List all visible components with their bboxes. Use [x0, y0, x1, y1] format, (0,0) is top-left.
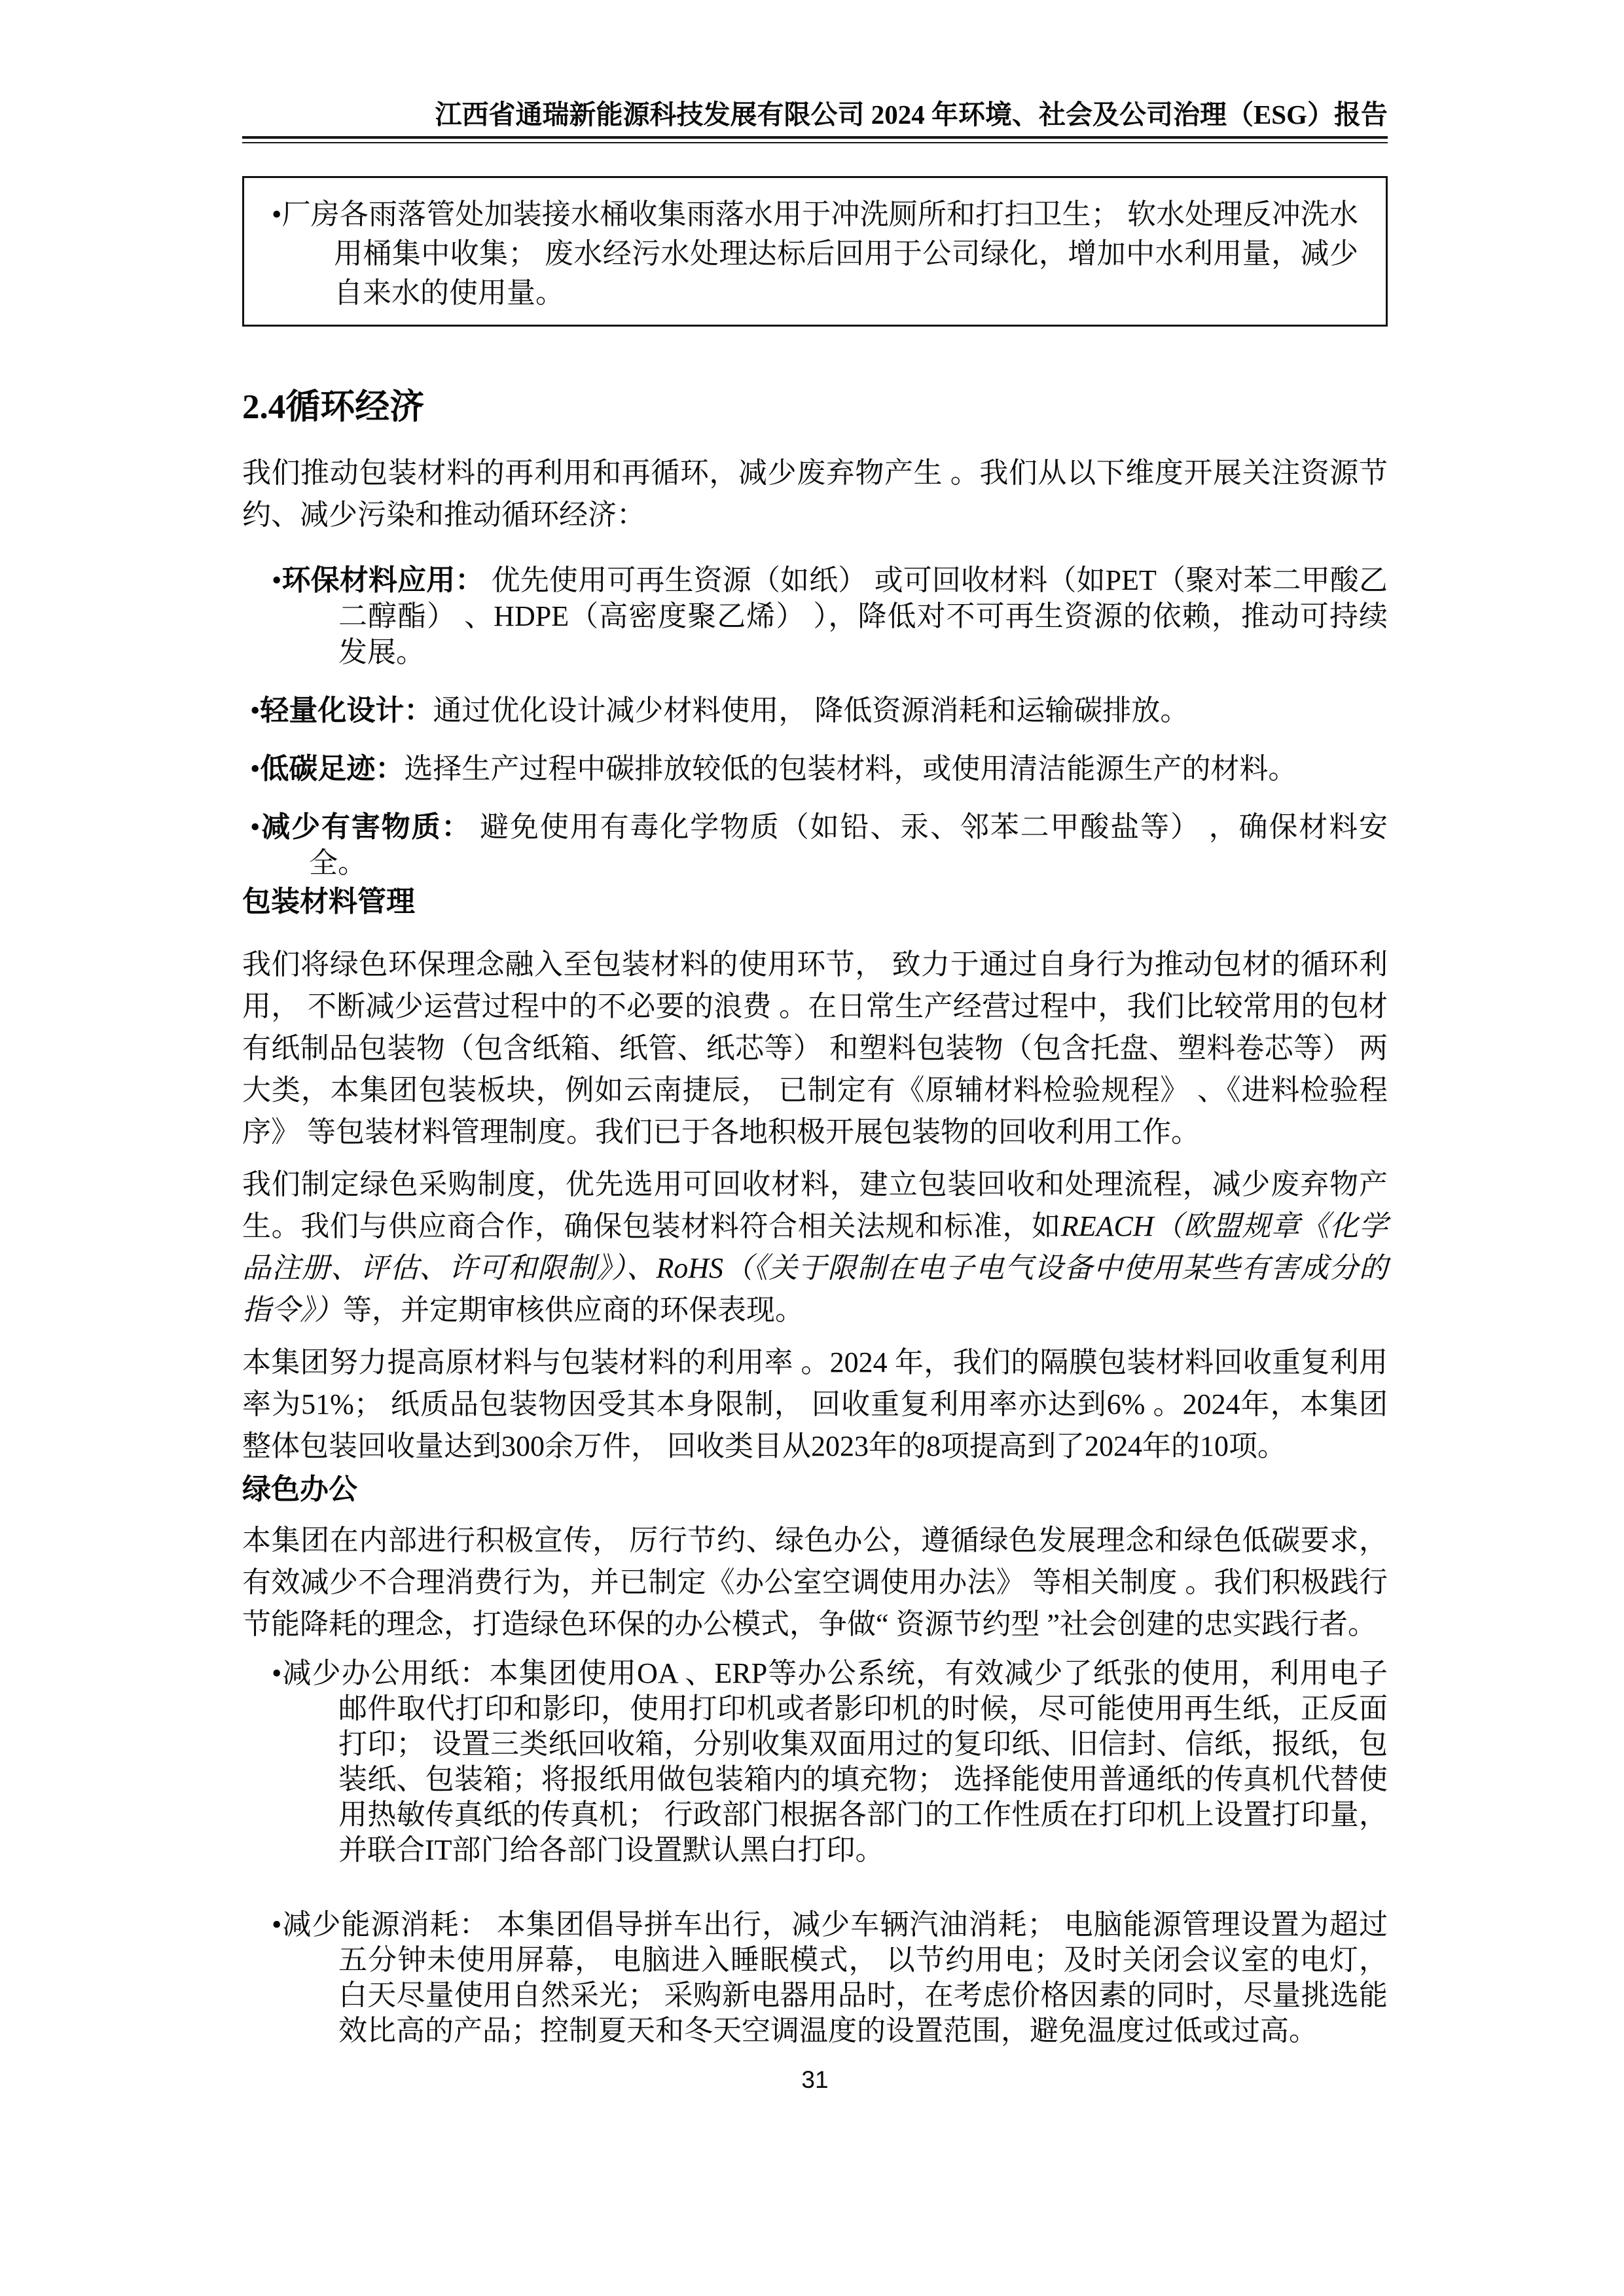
bullet-label: 减少办公用纸：	[281, 1657, 490, 1689]
paragraph-text: 我们制定绿色采购制度，优先选用可回收材料，建立包装回收和处理流程，减少废弃物产生。我们与供应商合作，确保包装材料符合相关法规和标准，如	[242, 1168, 1388, 1242]
page-header-title: 江西省通瑞新能源科技发展有限公司 2024 年环境、社会及公司治理（ESG）报告	[435, 99, 1388, 130]
bullet-lightweight-design	[250, 692, 1388, 728]
paragraph-text: 等，并定期审核供应商的环保表现。	[343, 1294, 804, 1326]
regulation-names-italic: REACH（欧盟规章《化学品注册、评估、许可和限制》）、RoHS（《关于限制在电子电气设备中使用某些有害成分的指令》）	[242, 1210, 1388, 1326]
packaging-paragraph-1: 我们将绿色环保理念融入至包装材料的使用环节， 致力于通过自身行为推动包材的循环利用， 不断减少运营过程中的不必要的浪费 。在日常生产经营过程中，我们比较常用的包材有纸制品包装物（包含纸箱、纸管、纸芯等） 和塑料包装物（包含托盘、塑料卷芯等） 两大类，本集团包装板块，例如云南捷辰， 已制定有《原辅材料检验规程》 、《进料检验程序》 等包装材料管理制度。我们已于各地积极开展包装物的回收利用工作。	[242, 948, 1388, 1148]
bullet-text: 本集团倡导拼车出行，减少车辆汽油消耗； 电脑能源管理设置为超过五分钟未使用屏幕， 电脑进入睡眠模式， 以节约用电；及时关闭会议室的电灯， 白天尽量使用自然采光； 采购新电器用品时，在考虑价格因素的同时，尽量挑选能效比高的产品；控制夏天和冬天空调温度的设置范围，避免温度过低或过高。	[338, 1909, 1388, 2047]
packaging-paragraph-3: 本集团努力提高原材料与包装材料的利用率 。2024 年，我们的隔膜包装材料回收重复利用率为51%； 纸质品包装物因受其本身限制， 回收重复利用率亦达到6% 。2024年，本集团整体包装回收量达到300余万件， 回收类目从2023年的8项提高到了2024年的10项。	[242, 1346, 1388, 1462]
bullet-label: 减少能源消耗：	[281, 1909, 489, 1941]
bullet-marker-icon: •	[250, 811, 261, 843]
bullet-reduce-hazardous	[250, 809, 1388, 881]
packaging-paragraph-2	[242, 1164, 1388, 1331]
bullet-reduce-energy	[272, 1907, 1388, 2049]
bullet-text: 通过优化设计减少材料使用， 降低资源消耗和运输碳排放。	[433, 694, 1189, 726]
bullet-text: 优先使用可再生资源（如纸） 或可回收材料（如PET（聚对苯二甲酸乙二醇酯） 、HDPE（高密度聚乙烯） ），降低对不可再生资源的依赖，推动可持续发展。	[338, 564, 1388, 668]
section-intro-paragraph: 我们推动包装材料的再利用和再循环，减少废弃物产生 。我们从以下维度开展关注资源节约、减少污染和推动循环经济：	[242, 457, 1388, 531]
bullet-label: 轻量化设计：	[260, 694, 433, 726]
bullet-marker-icon: •	[272, 198, 282, 230]
callout-box	[242, 176, 1388, 327]
bullet-marker-icon: •	[250, 694, 261, 726]
subheading-green-office: 绿色办公	[242, 1473, 357, 1505]
bullet-label: 低碳足迹：	[260, 753, 405, 785]
bullet-text: 避免使用有毒化学物质（如铅、汞、邻苯二甲酸盐等） ，确保材料安全。	[309, 811, 1388, 879]
bullet-eco-materials	[272, 562, 1388, 670]
section-heading-circular-economy: 2.4循环经济	[242, 388, 425, 426]
bullet-label: 减少有害物质：	[260, 811, 472, 843]
callout-bullet-text: 厂房各雨落管处加装接水桶收集雨落水用于冲洗厕所和打扫卫生； 软水处理反冲洗水用桶集中收集； 废水经污水处理达标后回用于公司绿化，增加中水利用量，减少自来水的使用量。	[281, 198, 1358, 309]
subheading-packaging-management: 包装材料管理	[242, 886, 415, 918]
green-office-paragraph: 本集团在内部进行积极宣传， 厉行节约、绿色办公，遵循绿色发展理念和绿色低碳要求，有效减少不合理消费行为，并已制定《办公室空调使用办法》 等相关制度 。我们积极践行节能降耗的理念，打造绿色环保的办公模式，争做“ 资源节约型 ”社会创建的忠实践行者。	[242, 1524, 1388, 1640]
header-divider-rule	[242, 136, 1388, 143]
bullet-low-carbon-footprint	[250, 751, 1388, 787]
bullet-marker-icon: •	[272, 1909, 282, 1941]
bullet-text: 本集团使用OA 、ERP等办公系统，有效减少了纸张的使用，利用电子邮件取代打印和影印，使用打印机或者影印机的时候，尽可能使用再生纸，正反面打印； 设置三类纸回收箱，分别收集双面用过的复印纸、旧信封、信纸，报纸，包装纸、包装箱；将报纸用做包装箱内的填充物； 选择能使用普通纸的传真机代替使用热敏传真纸的传真机； 行政部门根据各部门的工作性质在打印机上设置打印量，并联合IT部门给各部门设置默认黑白打印。	[338, 1657, 1388, 1866]
bullet-marker-icon: •	[272, 564, 282, 596]
bullet-label: 环保材料应用：	[281, 564, 484, 596]
callout-bullet-item	[272, 195, 1358, 313]
bullet-text: 选择生产过程中碳排放较低的包装材料，或使用清洁能源生产的材料。	[404, 753, 1297, 785]
bullet-marker-icon: •	[272, 1657, 282, 1689]
bullet-reduce-office-paper	[272, 1656, 1388, 1868]
page-number: 31	[801, 2066, 829, 2093]
bullet-marker-icon: •	[250, 753, 261, 785]
